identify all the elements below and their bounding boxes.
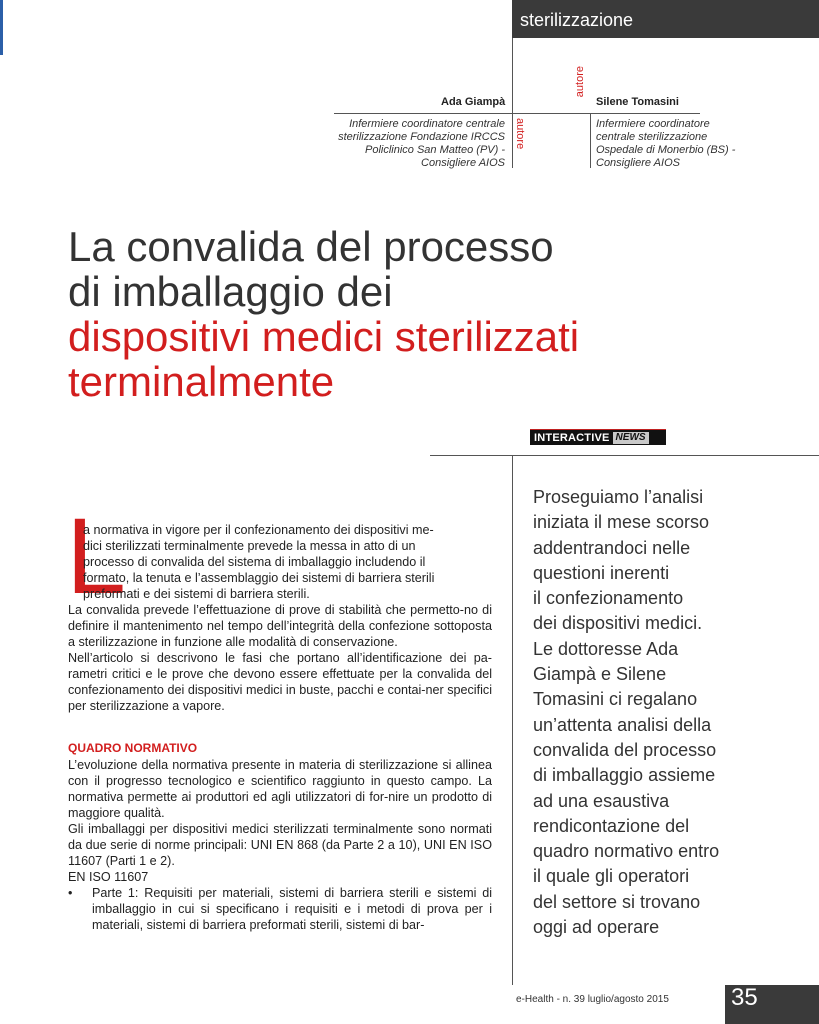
author-desc-2-line: centrale sterilizzazione bbox=[596, 131, 708, 143]
pullquote-line: di imballaggio assieme bbox=[533, 765, 716, 786]
intro-line: dici sterilizzati terminalmente prevede la messa in atto di un bbox=[83, 539, 416, 553]
author-label-2: autore bbox=[574, 66, 586, 98]
article-title bbox=[68, 224, 768, 404]
author-divider-right bbox=[590, 113, 591, 168]
pullquote-line: questioni inerenti bbox=[533, 562, 670, 583]
pull-quote bbox=[533, 485, 803, 940]
badge-label: INTERACTIVE bbox=[534, 431, 610, 444]
intro-line: preformati e dei sistemi di barriera sterili. bbox=[83, 587, 310, 601]
section-heading: QUADRO NORMATIVO bbox=[68, 741, 198, 755]
author-rule-right bbox=[590, 113, 700, 114]
intro-paragraph: Nell’articolo si descrivono le fasi che portano all’identificazione dei pa-rametri critici e le prove che devono essere effettuate per la convalida del confezionamento dei dispositivi medici in buste, pacchi e contai-ner specifici per sterilizzazione a vapore. bbox=[68, 651, 492, 713]
author-desc-2 bbox=[596, 118, 786, 170]
interactive-news-badge[interactable] bbox=[530, 429, 666, 445]
title-line: La convalida del processo bbox=[68, 223, 554, 270]
title-line-accent: dispositivi medici sterilizzati bbox=[68, 313, 580, 360]
pullquote-line: del settore si trovano bbox=[533, 891, 701, 912]
intro-line: a normativa in vigore per il confezionamento dei dispositivi me- bbox=[83, 523, 434, 537]
pullquote-line: un’attenta analisi della bbox=[533, 714, 712, 735]
author-desc-2-line: Consigliere AIOS bbox=[596, 157, 680, 169]
pullquote-line: dei dispositivi medici. bbox=[533, 613, 703, 634]
pullquote-line: ad una esaustiva bbox=[533, 790, 670, 811]
intro-text bbox=[68, 522, 492, 714]
author-label-1: autore bbox=[514, 118, 526, 150]
quadro-text bbox=[68, 757, 492, 933]
author-desc-1-line: sterilizzazione Fondazione IRCCS bbox=[338, 131, 505, 143]
pullquote-line: addentrandoci nelle bbox=[533, 537, 691, 558]
pullquote-line: Giampà e Silene bbox=[533, 664, 667, 685]
quadro-paragraph: Gli imballaggi per dispositivi medici sterilizzati terminalmente sono normati da due serie di norme principali: UNI EN 868 (da Parte 2 a 10), UNI EN ISO 11607 (Parti 1 e 2). bbox=[68, 822, 492, 868]
left-edge-rule bbox=[0, 0, 3, 55]
pullquote-line: il confezionamento bbox=[533, 588, 684, 609]
drop-cap: L bbox=[66, 495, 127, 616]
author-rule-mid bbox=[512, 113, 592, 114]
quadro-paragraph: L’evoluzione della normativa presente in materia di sterilizzazione si allinea con il progresso tecnologico e scientifico raggiunto in questo campo. La normativa permette ai produttori ed agli utilizzatori di for-nire un prodotto di maggiore qualità. bbox=[68, 758, 492, 820]
author-desc-2-line: Ospedale di Monerbio (BS) - bbox=[596, 144, 736, 156]
bullet-item bbox=[68, 885, 492, 933]
pullquote-line: iniziata il mese scorso bbox=[533, 512, 710, 533]
author-rule-left bbox=[334, 113, 512, 114]
column-rule-top bbox=[430, 455, 819, 456]
pullquote-line: il quale gli operatori bbox=[533, 866, 690, 887]
intro-line: formato, la tenuta e l’assemblaggio dei sistemi di barriera sterili bbox=[83, 571, 435, 585]
author-divider-main bbox=[512, 38, 513, 168]
title-line-accent: terminalmente bbox=[68, 358, 335, 405]
bullet-text: Parte 1: Requisiti per materiali, sistemi di barriera sterili e sistemi di imballaggio in cui si specificano i requisiti e i metodi di prova per i materiali, sistemi di barriera preformati sterili, sistemi di bar- bbox=[92, 886, 492, 932]
pullquote-line: Le dottoresse Ada bbox=[533, 638, 679, 659]
intro-paragraph: La convalida prevede l’effettuazione di prove di stabilità che permetto-no di definire il mantenimento nel tempo dell’integrità della confezione sottoposta a sterilizzazione in funzione alle modalità di conservazione. bbox=[68, 603, 492, 649]
author-desc-1-line: Consigliere AIOS bbox=[421, 157, 505, 169]
section-header bbox=[512, 0, 819, 38]
author-name-2: Silene Tomasini bbox=[596, 96, 679, 108]
pullquote-line: quadro normativo entro bbox=[533, 841, 720, 862]
intro-line: processo di convalida del sistema di imballaggio includendo il bbox=[83, 555, 426, 569]
pullquote-line: convalida del processo bbox=[533, 739, 717, 760]
pullquote-line: Tomasini ci regalano bbox=[533, 689, 698, 710]
pullquote-line: oggi ad operare bbox=[533, 917, 660, 938]
badge-news-label: NEWS bbox=[613, 432, 649, 444]
author-desc-1-line: Policlinico San Matteo (PV) - bbox=[365, 144, 505, 156]
author-desc-1 bbox=[320, 118, 505, 170]
column-divider bbox=[512, 455, 513, 985]
title-line: di imballaggio dei bbox=[68, 268, 393, 315]
footer-issue: e-Health - n. 39 luglio/agosto 2015 bbox=[516, 994, 669, 1005]
author-desc-2-line: Infermiere coordinatore bbox=[596, 118, 710, 130]
norm-subheading: EN ISO 11607 bbox=[68, 870, 149, 884]
author-desc-1-line: Infermiere coordinatore centrale bbox=[349, 118, 505, 130]
author-name-1: Ada Giampà bbox=[441, 96, 506, 108]
section-label: sterilizzazione bbox=[520, 10, 634, 30]
bullet-dot: • bbox=[68, 886, 73, 900]
page-number: 35 bbox=[731, 984, 758, 1011]
pullquote-line: Proseguiamo l’analisi bbox=[533, 487, 704, 507]
pullquote-line: rendicontazione del bbox=[533, 815, 690, 836]
